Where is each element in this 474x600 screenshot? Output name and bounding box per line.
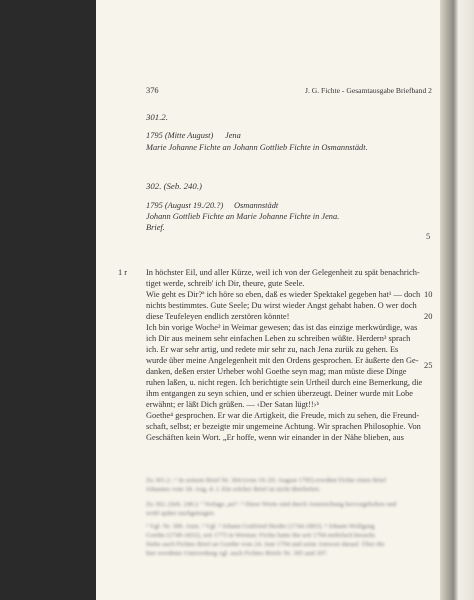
letter-302-number: 302. (Seb. 240.) bbox=[146, 181, 202, 191]
folio-marker: 1 r bbox=[118, 268, 128, 277]
body-line: erwähnt; er läßt Dich grüßen. — ‹Der Satan lügt!!›ᵇ bbox=[146, 400, 320, 409]
line-number-5: 5 bbox=[426, 232, 431, 241]
line-number-20: 20 bbox=[424, 312, 433, 321]
letter-302-place: Osmannstädt bbox=[234, 201, 279, 210]
body-line: ihm entgangen zu seyn schien, und er schien überzeugt. Deiner wurde mit Lobe bbox=[146, 389, 413, 398]
body-line: In höchster Eil, und aller Kürze, weil ich von der Gelegenheit zu spät benachrich- bbox=[146, 268, 420, 277]
line-number-25: 25 bbox=[424, 361, 433, 370]
footnote-line: Zu 302. (Seb. 240.): ª Vorlage ,an?'. ᵇ Diese Worte sind durch Anstreichung hervorgehoben und bbox=[146, 501, 397, 508]
body-line: ruhen laßen, u. nicht regen. Ich berichtigte sein Urtheil durch eine Bemerkung, die bbox=[146, 378, 423, 387]
letter-301-line: Marie Johanne Fichte an Johann Gottlieb Fichte in Osmannstädt. bbox=[146, 143, 368, 152]
footnote-line: hier erwähnte Unterredung vgl. auch Fichtes Briefe Nr. 305 und 307. bbox=[146, 550, 328, 557]
footnote-line: Zu 301.2.: ¹ In seinem Brief Nr. 304 (vom 19./20. August 1795) erwähnt Fichte einen Brief bbox=[146, 477, 387, 484]
letter-301-number: 301.2. bbox=[146, 112, 168, 122]
body-line: Wie geht es Dir?ª ich höre so eben, daß es wieder Spektakel gegeben hat¹ — doch bbox=[146, 290, 421, 299]
body-line: wurde über meine Angelegenheit mit den Ordens gesprochen. Er äußerte den Ge- bbox=[146, 356, 419, 365]
body-line: Ich bin vorige Woche² in Weimar gewesen; das ist das einzige merkwürdige, was bbox=[146, 323, 418, 332]
footnote-line: wohl später nachgetragen. bbox=[146, 510, 216, 517]
body-line: ich Dir aus meinem sehr einfachen Leben zu schreiben wüßte. Herdern³ sprach bbox=[146, 334, 411, 343]
body-line: tiget werde, schreib' ich Dir, theure, gute Seele. bbox=[146, 279, 305, 288]
footnote-line: ¹ Vgl. Nr. 300. Anm. ² Vgl. ³ Johann Gottfried Herder (1744-1803). ⁴ Johann Wolfgang bbox=[146, 523, 375, 530]
body-line: Geschäften kein Wort. „Er hoffe, wenn wir einander in der Nähe blieben, aus bbox=[146, 433, 404, 442]
footnote-line: Johannes vom 18. Aug. d. J. Ein solcher Brief ist nicht überliefert. bbox=[146, 486, 321, 493]
body-line: ich. Er war sehr artig, und redete mir sehr zu, nach Jena zurük zu gehen. Es bbox=[146, 345, 399, 354]
letter-301-date: 1795 (Mitte August) bbox=[146, 131, 214, 140]
body-line: Goethe⁴ gesprochen. Er war die Artigkeit, die Freude, mich zu sehen, die Freund- bbox=[146, 411, 420, 420]
body-line: schaft, selbst; er bezeigte mir ungemeine Achtung. Wir sprachen Philosophie. Von bbox=[146, 422, 421, 431]
page-number: 376 bbox=[146, 86, 159, 95]
letter-301-place: Jena bbox=[225, 131, 241, 140]
body-line: danken, deßen erster Urheber wohl Goethe seyn mag; man müste diese Dinge bbox=[146, 367, 407, 376]
letter-302-line: Johann Gottlieb Fichte an Marie Johanne Fichte in Jena. bbox=[146, 212, 340, 221]
letter-302-type: Brief. bbox=[146, 223, 165, 232]
line-number-10: 10 bbox=[424, 290, 433, 299]
book-spine bbox=[440, 0, 474, 600]
running-title: J. G. Fichte - Gesamtausgabe Briefband 2 bbox=[305, 86, 432, 95]
footnote-line: Goethe (1749-1832), seit 1775 in Weimar; Fichte hatte ihn seit 1794 mehrfach besucht. bbox=[146, 532, 377, 539]
body-line: nichts bestimmtes. Gute Seele; Du wirst wieder Angst gehabt haben. O wer doch bbox=[146, 301, 417, 310]
letter-302-date: 1795 (August 19./20.?) bbox=[146, 201, 224, 210]
body-line: diese Teufeleyen endlich zerstören könnte! bbox=[146, 312, 290, 321]
footnote-line: Siehe auch Fichtes Brief an Goethe vom 24. Juni 1794 und seine Antwort darauf. Über die bbox=[146, 541, 385, 548]
